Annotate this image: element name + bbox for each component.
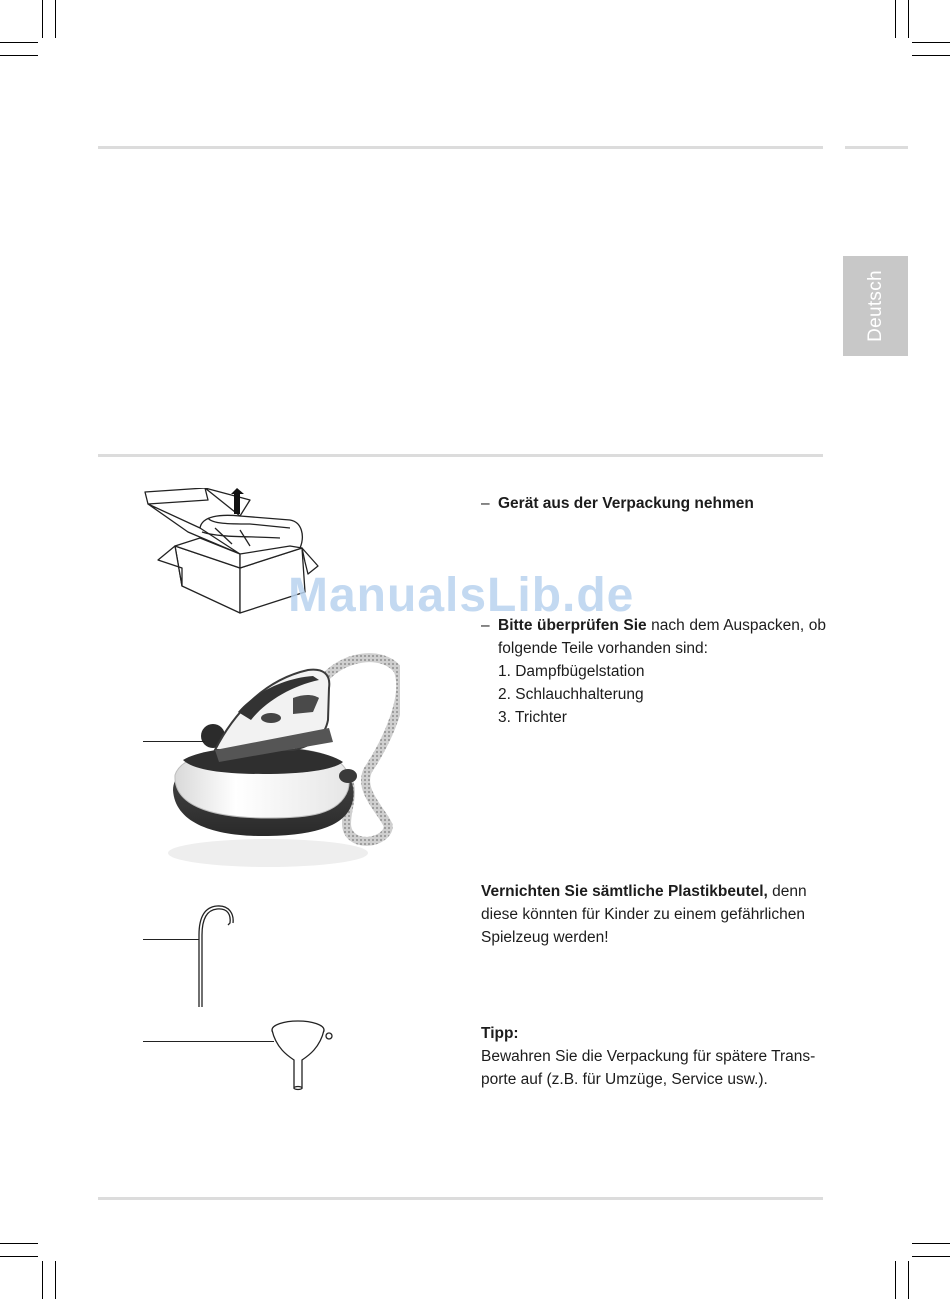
parts-list-item: 3. Trichter	[498, 709, 567, 726]
crop-mark	[895, 1261, 896, 1299]
step-unpack	[481, 492, 826, 515]
crop-mark	[0, 1243, 38, 1244]
dash: –	[481, 617, 490, 634]
warning-bold: Vernichten Sie sämtliche Plastikbeutel,	[481, 883, 768, 900]
parts-list-item: 2. Schlauchhalterung	[498, 686, 644, 703]
step-check-line1: nach dem Auspacken, ob	[646, 617, 826, 634]
callout-line-station	[143, 741, 205, 742]
step-check-bold: Bitte überprüfen Sie	[498, 617, 647, 634]
funnel-illustration	[268, 1018, 338, 1093]
warning-line3: Spielzeug werden!	[481, 929, 609, 946]
section-rule	[98, 454, 823, 457]
step-unpack-text: Gerät aus der Verpackung nehmen	[498, 495, 754, 512]
crop-mark	[908, 0, 909, 38]
crop-mark	[0, 55, 38, 56]
tip-line1: Bewahren Sie die Verpackung für spätere Trans-	[481, 1048, 816, 1065]
top-rule-tab	[845, 146, 908, 149]
tip-heading: Tipp:	[481, 1025, 519, 1042]
language-tab	[843, 256, 908, 356]
step-check	[481, 614, 826, 729]
crop-mark	[55, 0, 56, 38]
plastic-bag-warning	[481, 880, 826, 949]
steam-iron-station-illustration	[143, 650, 400, 870]
crop-mark	[55, 1261, 56, 1299]
crop-mark	[42, 1261, 43, 1299]
watermark: ManualsLib.de	[288, 569, 635, 622]
crop-mark	[912, 1256, 950, 1257]
hose-holder-illustration	[195, 905, 240, 1010]
crop-mark	[0, 1256, 38, 1257]
tip-line2: porte auf (z.B. für Umzüge, Service usw.).	[481, 1071, 768, 1088]
warning-line1-rest: denn	[767, 883, 807, 900]
dash: –	[481, 495, 490, 512]
callout-line-hose-holder	[143, 939, 199, 940]
language-tab-label: Deutsch	[864, 270, 886, 342]
tip-block	[481, 1022, 826, 1091]
bottom-rule	[98, 1197, 823, 1200]
warning-line2: diese könnten für Kinder zu einem gefährlichen	[481, 906, 805, 923]
crop-mark	[912, 42, 950, 43]
parts-list-item: 1. Dampfbügelstation	[498, 663, 645, 680]
crop-mark	[908, 1261, 909, 1299]
crop-mark	[912, 1243, 950, 1244]
step-check-line2: folgende Teile vorhanden sind:	[498, 640, 708, 657]
callout-line-funnel	[143, 1041, 274, 1042]
crop-mark	[0, 42, 38, 43]
top-rule	[98, 146, 823, 149]
crop-mark	[895, 0, 896, 38]
crop-mark	[42, 0, 43, 38]
crop-mark	[912, 55, 950, 56]
